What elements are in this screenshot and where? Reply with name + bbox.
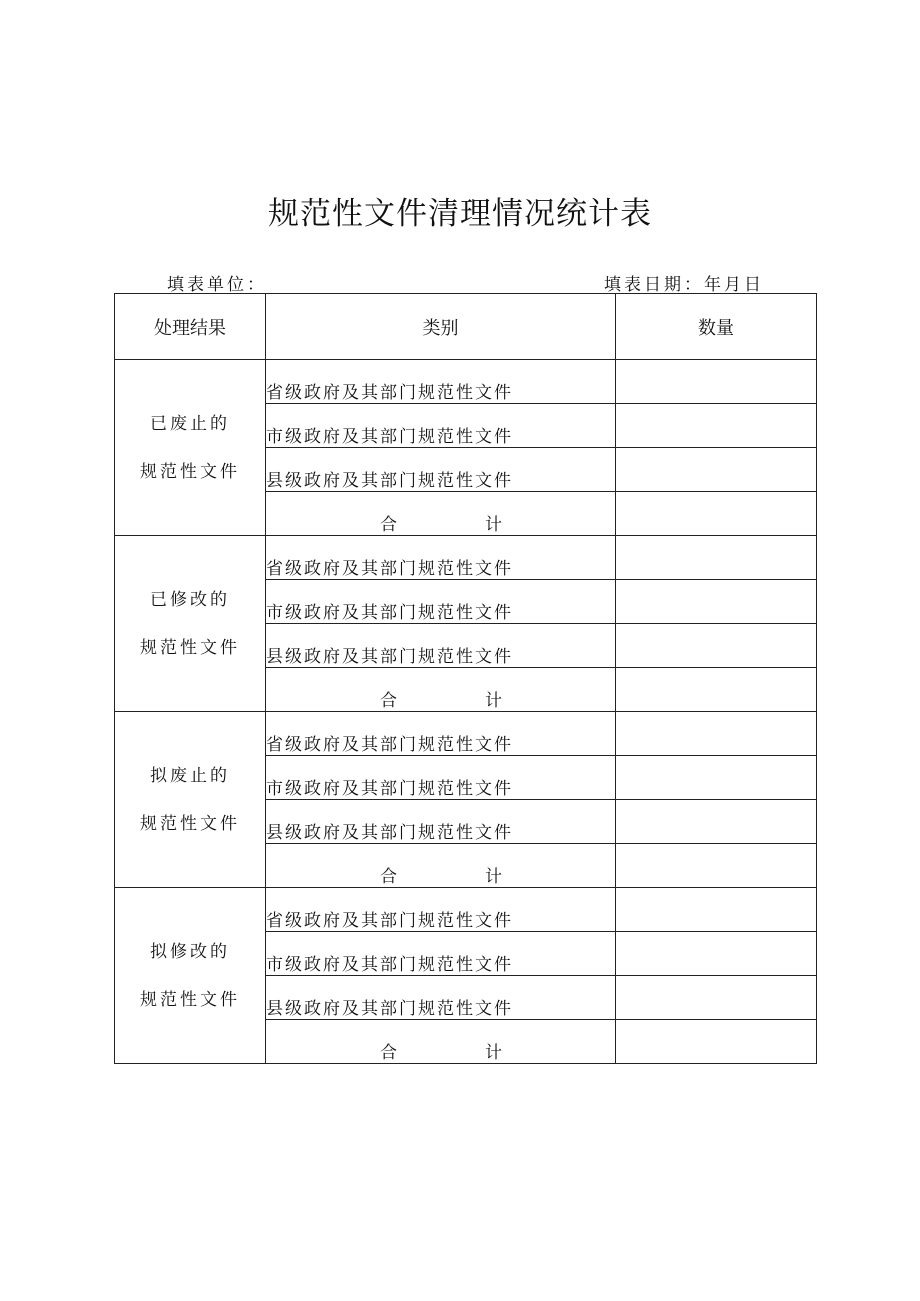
total-label-ji: 计 bbox=[485, 867, 502, 887]
total-label-ji: 计 bbox=[485, 691, 502, 711]
group-label bbox=[115, 712, 266, 888]
category-cell: 市级政府及其部门规范性文件 bbox=[266, 756, 616, 800]
category-cell: 县级政府及其部门规范性文件 bbox=[266, 976, 616, 1020]
category-cell: 市级政府及其部门规范性文件 bbox=[266, 932, 616, 976]
header-result: 处理结果 bbox=[115, 294, 266, 360]
total-label-ji: 计 bbox=[485, 1043, 502, 1063]
quantity-cell[interactable] bbox=[616, 624, 817, 668]
table-row bbox=[115, 888, 817, 932]
category-cell: 省级政府及其部门规范性文件 bbox=[266, 536, 616, 580]
quantity-cell[interactable] bbox=[616, 844, 817, 888]
quantity-cell[interactable] bbox=[616, 536, 817, 580]
quantity-cell[interactable] bbox=[616, 888, 817, 932]
total-label-he: 合 bbox=[380, 691, 397, 711]
category-cell: 市级政府及其部门规范性文件 bbox=[266, 580, 616, 624]
group-label-line2: 规范性文件 bbox=[140, 813, 240, 834]
table-row bbox=[115, 712, 817, 756]
category-cell: 省级政府及其部门规范性文件 bbox=[266, 888, 616, 932]
table-header-row bbox=[115, 294, 817, 360]
group-label-line1: 拟废止的 bbox=[150, 765, 230, 786]
group-label-line2: 规范性文件 bbox=[140, 637, 240, 658]
category-cell: 县级政府及其部门规范性文件 bbox=[266, 800, 616, 844]
document-title: 规范性文件清理情况统计表 bbox=[268, 196, 652, 232]
statistics-table bbox=[114, 293, 817, 1064]
fill-unit-label: 填表单位： bbox=[167, 275, 267, 295]
total-cell bbox=[266, 668, 616, 712]
group-label-line1: 已修改的 bbox=[150, 589, 230, 610]
total-cell bbox=[266, 492, 616, 536]
quantity-cell[interactable] bbox=[616, 976, 817, 1020]
fill-date-label: 填表日期：年月日 bbox=[604, 275, 764, 295]
total-label-he: 合 bbox=[380, 867, 397, 887]
quantity-cell[interactable] bbox=[616, 1020, 817, 1064]
table-row bbox=[115, 360, 817, 404]
category-cell: 县级政府及其部门规范性文件 bbox=[266, 624, 616, 668]
group-label-line2: 规范性文件 bbox=[140, 461, 240, 482]
total-label-ji: 计 bbox=[485, 515, 502, 535]
quantity-cell[interactable] bbox=[616, 668, 817, 712]
quantity-cell[interactable] bbox=[616, 932, 817, 976]
group-label bbox=[115, 360, 266, 536]
table-row bbox=[115, 536, 817, 580]
total-cell bbox=[266, 1020, 616, 1064]
quantity-cell[interactable] bbox=[616, 492, 817, 536]
header-quantity: 数量 bbox=[616, 294, 817, 360]
group-label-line1: 拟修改的 bbox=[150, 941, 230, 962]
total-label-he: 合 bbox=[380, 1043, 397, 1063]
group-label bbox=[115, 888, 266, 1064]
group-label-line2: 规范性文件 bbox=[140, 989, 240, 1010]
category-cell: 省级政府及其部门规范性文件 bbox=[266, 360, 616, 404]
category-cell: 省级政府及其部门规范性文件 bbox=[266, 712, 616, 756]
category-cell: 市级政府及其部门规范性文件 bbox=[266, 404, 616, 448]
category-cell: 县级政府及其部门规范性文件 bbox=[266, 448, 616, 492]
group-label-line1: 已废止的 bbox=[150, 413, 230, 434]
header-category: 类别 bbox=[266, 294, 616, 360]
total-label-he: 合 bbox=[380, 515, 397, 535]
quantity-cell[interactable] bbox=[616, 800, 817, 844]
group-label bbox=[115, 536, 266, 712]
quantity-cell[interactable] bbox=[616, 756, 817, 800]
quantity-cell[interactable] bbox=[616, 580, 817, 624]
quantity-cell[interactable] bbox=[616, 404, 817, 448]
quantity-cell[interactable] bbox=[616, 712, 817, 756]
quantity-cell[interactable] bbox=[616, 448, 817, 492]
quantity-cell[interactable] bbox=[616, 360, 817, 404]
total-cell bbox=[266, 844, 616, 888]
